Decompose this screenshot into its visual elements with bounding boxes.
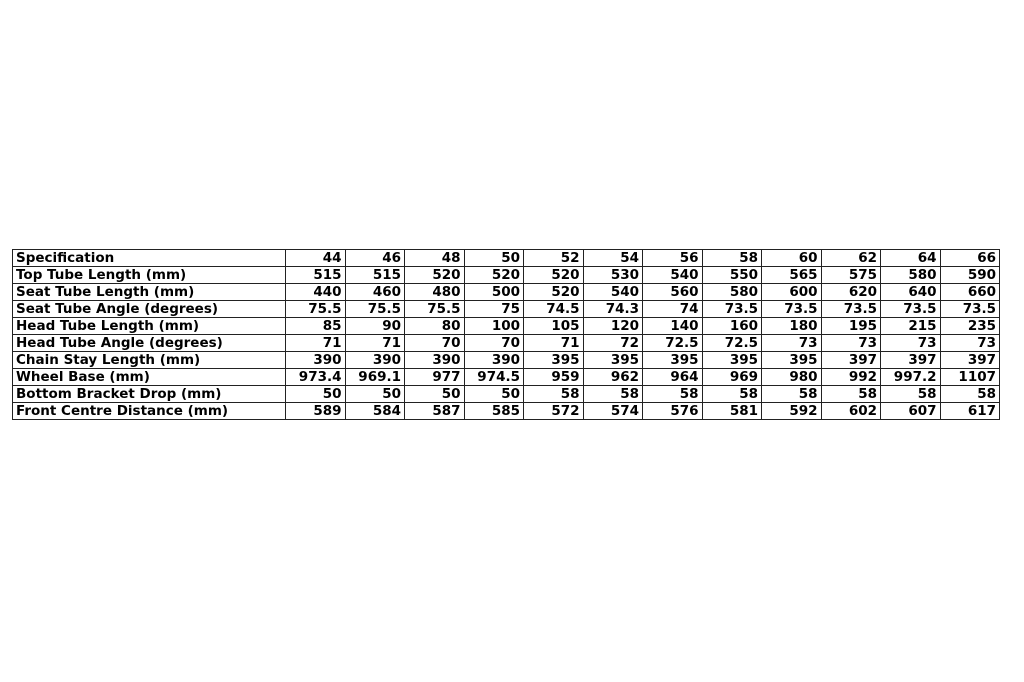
value-cell: 70 [405, 335, 465, 352]
value-cell: 390 [405, 352, 465, 369]
value-cell: 70 [464, 335, 524, 352]
value-cell: 397 [940, 352, 1000, 369]
value-cell: 50 [345, 386, 405, 403]
value-cell: 215 [881, 318, 941, 335]
value-cell: 58 [524, 386, 584, 403]
value-cell: 395 [583, 352, 643, 369]
value-cell: 980 [762, 369, 822, 386]
value-cell: 540 [583, 284, 643, 301]
header-row [13, 250, 1000, 267]
value-cell: 74 [643, 301, 703, 318]
value-cell: 58 [762, 386, 822, 403]
value-cell: 58 [702, 386, 762, 403]
value-cell: 592 [762, 403, 822, 420]
geometry-spec-table [12, 249, 1000, 420]
size-header-cell: 52 [524, 250, 584, 267]
value-cell: 73 [881, 335, 941, 352]
value-cell: 602 [821, 403, 881, 420]
value-cell: 58 [940, 386, 1000, 403]
value-cell: 520 [405, 267, 465, 284]
value-cell: 572 [524, 403, 584, 420]
value-cell: 520 [524, 284, 584, 301]
size-header-cell: 50 [464, 250, 524, 267]
value-cell: 1107 [940, 369, 1000, 386]
value-cell: 576 [643, 403, 703, 420]
value-cell: 500 [464, 284, 524, 301]
value-cell: 969.1 [345, 369, 405, 386]
value-cell: 581 [702, 403, 762, 420]
value-cell: 992 [821, 369, 881, 386]
value-cell: 73.5 [702, 301, 762, 318]
value-cell: 71 [345, 335, 405, 352]
table-body [13, 250, 1000, 420]
value-cell: 390 [464, 352, 524, 369]
value-cell: 969 [702, 369, 762, 386]
value-cell: 584 [345, 403, 405, 420]
value-cell: 395 [702, 352, 762, 369]
value-cell: 395 [643, 352, 703, 369]
value-cell: 58 [583, 386, 643, 403]
value-cell: 590 [940, 267, 1000, 284]
value-cell: 460 [345, 284, 405, 301]
size-header-cell: 46 [345, 250, 405, 267]
value-cell: 580 [702, 284, 762, 301]
row-label-cell: Bottom Bracket Drop (mm) [13, 386, 286, 403]
value-cell: 617 [940, 403, 1000, 420]
row-label-cell: Wheel Base (mm) [13, 369, 286, 386]
value-cell: 660 [940, 284, 1000, 301]
value-cell: 160 [702, 318, 762, 335]
value-cell: 85 [286, 318, 346, 335]
value-cell: 180 [762, 318, 822, 335]
value-cell: 71 [524, 335, 584, 352]
table-row [13, 284, 1000, 301]
table-row [13, 335, 1000, 352]
value-cell: 575 [821, 267, 881, 284]
value-cell: 58 [881, 386, 941, 403]
value-cell: 397 [881, 352, 941, 369]
value-cell: 600 [762, 284, 822, 301]
value-cell: 997.2 [881, 369, 941, 386]
size-header-cell: 56 [643, 250, 703, 267]
value-cell: 585 [464, 403, 524, 420]
value-cell: 73.5 [940, 301, 1000, 318]
value-cell: 640 [881, 284, 941, 301]
row-label-cell: Head Tube Length (mm) [13, 318, 286, 335]
size-header-cell: 58 [702, 250, 762, 267]
value-cell: 587 [405, 403, 465, 420]
value-cell: 589 [286, 403, 346, 420]
value-cell: 440 [286, 284, 346, 301]
value-cell: 395 [524, 352, 584, 369]
value-cell: 72.5 [643, 335, 703, 352]
value-cell: 390 [286, 352, 346, 369]
value-cell: 530 [583, 267, 643, 284]
value-cell: 964 [643, 369, 703, 386]
value-cell: 962 [583, 369, 643, 386]
value-cell: 620 [821, 284, 881, 301]
table-row [13, 318, 1000, 335]
value-cell: 50 [464, 386, 524, 403]
value-cell: 515 [286, 267, 346, 284]
row-label-cell: Seat Tube Length (mm) [13, 284, 286, 301]
value-cell: 73.5 [881, 301, 941, 318]
table-row [13, 403, 1000, 420]
table-row [13, 301, 1000, 318]
value-cell: 73.5 [821, 301, 881, 318]
value-cell: 560 [643, 284, 703, 301]
value-cell: 50 [405, 386, 465, 403]
value-cell: 50 [286, 386, 346, 403]
value-cell: 515 [345, 267, 405, 284]
value-cell: 390 [345, 352, 405, 369]
row-label-cell: Top Tube Length (mm) [13, 267, 286, 284]
value-cell: 75 [464, 301, 524, 318]
row-label-cell: Chain Stay Length (mm) [13, 352, 286, 369]
value-cell: 71 [286, 335, 346, 352]
value-cell: 550 [702, 267, 762, 284]
value-cell: 973.4 [286, 369, 346, 386]
value-cell: 75.5 [286, 301, 346, 318]
value-cell: 72 [583, 335, 643, 352]
value-cell: 100 [464, 318, 524, 335]
value-cell: 580 [881, 267, 941, 284]
value-cell: 140 [643, 318, 703, 335]
value-cell: 58 [821, 386, 881, 403]
row-label-cell: Seat Tube Angle (degrees) [13, 301, 286, 318]
value-cell: 540 [643, 267, 703, 284]
value-cell: 520 [524, 267, 584, 284]
value-cell: 105 [524, 318, 584, 335]
table-row [13, 267, 1000, 284]
size-header-cell: 66 [940, 250, 1000, 267]
value-cell: 75.5 [345, 301, 405, 318]
size-header-cell: 64 [881, 250, 941, 267]
value-cell: 574 [583, 403, 643, 420]
value-cell: 75.5 [405, 301, 465, 318]
value-cell: 607 [881, 403, 941, 420]
value-cell: 977 [405, 369, 465, 386]
header-label-cell: Specification [13, 250, 286, 267]
value-cell: 395 [762, 352, 822, 369]
value-cell: 480 [405, 284, 465, 301]
value-cell: 73.5 [762, 301, 822, 318]
value-cell: 58 [643, 386, 703, 403]
value-cell: 974.5 [464, 369, 524, 386]
size-header-cell: 54 [583, 250, 643, 267]
value-cell: 120 [583, 318, 643, 335]
value-cell: 90 [345, 318, 405, 335]
value-cell: 73 [762, 335, 822, 352]
value-cell: 565 [762, 267, 822, 284]
value-cell: 959 [524, 369, 584, 386]
value-cell: 195 [821, 318, 881, 335]
size-header-cell: 48 [405, 250, 465, 267]
value-cell: 72.5 [702, 335, 762, 352]
value-cell: 73 [821, 335, 881, 352]
table-row [13, 369, 1000, 386]
size-header-cell: 60 [762, 250, 822, 267]
table-row [13, 352, 1000, 369]
value-cell: 397 [821, 352, 881, 369]
value-cell: 80 [405, 318, 465, 335]
value-cell: 520 [464, 267, 524, 284]
value-cell: 73 [940, 335, 1000, 352]
row-label-cell: Front Centre Distance (mm) [13, 403, 286, 420]
size-header-cell: 44 [286, 250, 346, 267]
row-label-cell: Head Tube Angle (degrees) [13, 335, 286, 352]
value-cell: 235 [940, 318, 1000, 335]
size-header-cell: 62 [821, 250, 881, 267]
value-cell: 74.3 [583, 301, 643, 318]
value-cell: 74.5 [524, 301, 584, 318]
table-row [13, 386, 1000, 403]
